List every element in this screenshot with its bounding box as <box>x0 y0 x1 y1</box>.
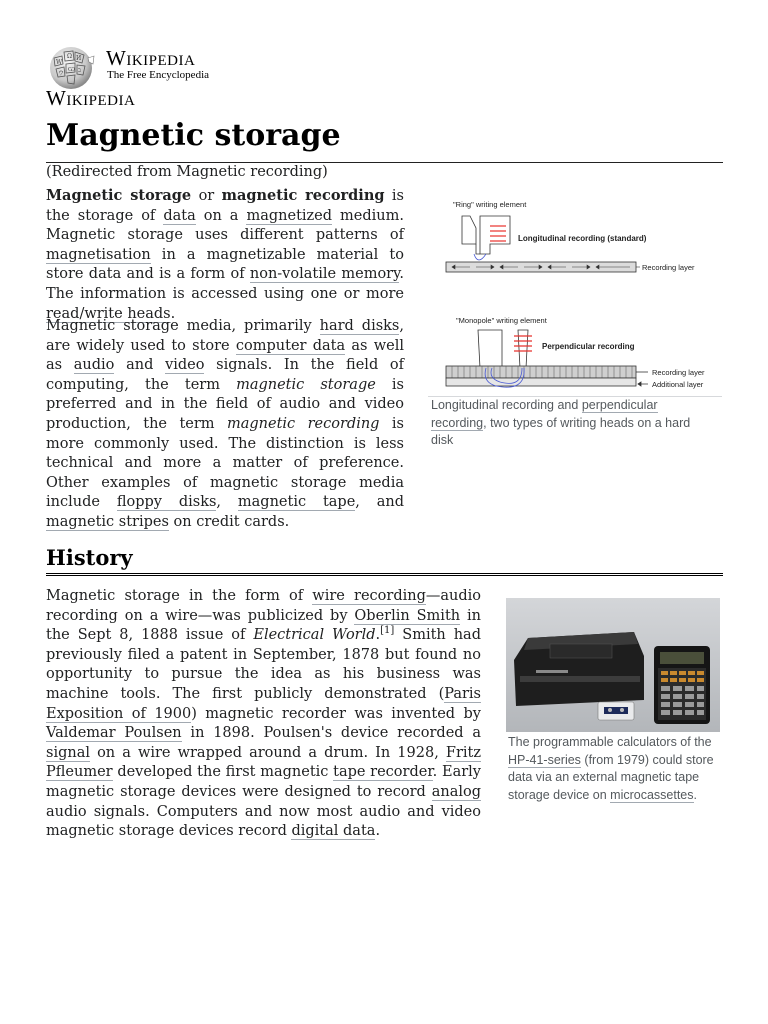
recording-heads-diagram[interactable] <box>440 196 722 396</box>
caption-text-run: The programmable calculators of the <box>508 735 712 749</box>
link-magnetized[interactable]: magnetized <box>246 207 333 224</box>
ring-writing-element-label: "Ring" writing element <box>453 200 527 209</box>
link-valdemar-poulsen[interactable]: Valdemar Poulsen <box>46 725 182 742</box>
text-run: . The information is accessed using one or more <box>46 266 404 302</box>
caption-text-run: . <box>693 787 697 802</box>
text-run: in 1898. Poulsen's device recorded a <box>181 725 481 742</box>
logo-tagline: The Free Encyclopedia <box>107 69 210 81</box>
italic-term: magnetic storage <box>236 376 376 393</box>
link-tape-recorder[interactable]: tape recorder <box>333 764 433 781</box>
site-wordmark[interactable] <box>46 86 135 111</box>
svg-text:Ω: Ω <box>67 53 72 60</box>
text-run: , and <box>355 494 405 511</box>
svg-text:ב: ב <box>78 67 81 74</box>
link-digital-data[interactable]: digital data <box>291 823 376 840</box>
bold-term: magnetic recording <box>221 187 385 204</box>
cassette-drive-label-plate <box>536 670 568 673</box>
text-run: audio signals. Computers and now most audio and video magnetic storage devices record <box>46 803 481 840</box>
link-oberlin-smith[interactable]: Oberlin Smith <box>354 607 461 624</box>
text-run: is preferred and in the field of audio and video production, the term <box>46 376 404 432</box>
text-run: , are widely used to store <box>46 318 404 354</box>
link-read-write-heads[interactable]: read/write heads <box>46 305 171 322</box>
link-wire-recording[interactable]: wire recording <box>312 588 426 604</box>
link-magnetisation[interactable]: magnetisation <box>46 246 151 263</box>
caption-text-run: Longitudinal recording and <box>431 398 582 412</box>
logo-wordmark-text: Wikipedia <box>106 46 196 70</box>
microcassette-window <box>604 707 628 714</box>
logo-wordmark[interactable] <box>106 46 195 71</box>
intro-paragraph-1 <box>46 186 404 324</box>
svg-text:W: W <box>56 59 63 66</box>
text-run: on a wire wrapped around a drum. In 1928, <box>89 744 446 761</box>
longitudinal-recording-label: Longitudinal recording (standard) <box>518 234 647 243</box>
bold-term: Magnetic storage <box>46 187 192 204</box>
svg-text:ウ: ウ <box>58 70 65 77</box>
link-signal[interactable]: signal <box>46 744 90 761</box>
link-magnetic-tape[interactable]: magnetic tape <box>237 494 356 511</box>
ring-field-lines <box>474 254 486 260</box>
perpendicular-recording-label: Perpendicular recording <box>542 342 635 351</box>
recording-layer-label-2: Recording layer <box>652 368 705 377</box>
citation-link[interactable]: [1] <box>380 625 395 637</box>
text-run: is the storage of <box>46 188 404 224</box>
text-run: in the Sept 8, 1888 issue of <box>46 607 481 644</box>
additional-layer-arrow <box>638 382 648 386</box>
text-run: or <box>191 188 222 204</box>
link-fritz-pfleumer[interactable]: Fritz Pfleumer <box>46 744 481 781</box>
citation-ref-1[interactable] <box>380 625 394 636</box>
wikipedia-globe-logo[interactable] <box>44 44 98 90</box>
text-run: as well as <box>46 337 404 374</box>
text-run: . <box>170 305 176 322</box>
hp41-display <box>660 652 704 664</box>
text-run: . <box>375 823 381 840</box>
figure2-caption <box>508 734 720 804</box>
svg-text:Ѡ: Ѡ <box>68 66 76 73</box>
figure1-caption <box>431 397 711 450</box>
link-video[interactable]: video <box>165 357 205 374</box>
text-run: in a magnetizable material to store data and is a form of <box>46 246 404 283</box>
text-run: medium. Magnetic storage uses different patterns of <box>46 207 405 244</box>
hp41-cassette-photo[interactable] <box>506 598 720 732</box>
text-run: Magnetic storage media, primarily <box>46 318 320 334</box>
italic-term: magnetic recording <box>227 415 380 432</box>
section-heading-history: History <box>46 545 133 570</box>
monopole-writing-element-label: "Monopole" writing element <box>456 316 547 325</box>
svg-text:И: И <box>76 55 82 62</box>
text-run: is more commonly used. The distinction is less technical and more a matter of preference. Other examples of magnetic storage media include <box>46 415 404 511</box>
cassette-drive-lid <box>550 644 612 658</box>
caption-text-run: , two types of writing heads on a hard disk <box>431 415 691 447</box>
link-floppy-disks[interactable]: floppy disks <box>116 494 217 511</box>
ring-head-gap <box>476 244 480 254</box>
microcassette-reel-right <box>620 708 624 712</box>
text-run: signals. In the field of computing, the term <box>46 357 405 393</box>
page-title: Magnetic storage <box>46 118 341 153</box>
perpendicular-recording-layer <box>446 366 636 378</box>
link-hp-41-series[interactable]: HP-41-series <box>508 752 581 767</box>
text-run: —audio recording on a wire—was publicized by <box>46 588 481 624</box>
text-run: ) magnetic recorder was invented by <box>191 705 481 722</box>
link-paris-exposition-1900[interactable]: Paris Exposition of 1900 <box>46 685 481 722</box>
italic-publication: Electrical World <box>253 627 376 644</box>
text-run: on credit cards. <box>168 513 290 530</box>
microcassette-reel-left <box>608 708 612 712</box>
recording-layer-label-1: Recording layer <box>642 263 695 272</box>
ring-head-right <box>480 216 510 254</box>
text-run: Magnetic storage in the form of <box>46 588 313 604</box>
link-non-volatile-memory[interactable]: non-volatile memory <box>249 266 400 283</box>
link-computer-data[interactable]: computer data <box>235 337 346 354</box>
title-divider <box>46 162 723 163</box>
link-analog[interactable]: analog <box>431 783 481 800</box>
link-microcassettes[interactable]: microcassettes <box>610 787 694 802</box>
intro-paragraph-2 <box>46 317 404 533</box>
link-data[interactable]: data <box>163 207 196 224</box>
link-audio[interactable]: audio <box>73 357 115 374</box>
text-run: Smith had previously filed a patent in September, 1878 but found no opportunity to pursue the idea as his business was machine tools. The first publicly demonstrated ( <box>46 627 481 702</box>
text-run: . Early magnetic storage devices were designed to record <box>46 764 481 800</box>
section-divider <box>46 573 723 576</box>
additional-soft-layer <box>446 378 636 386</box>
cassette-drive-front-strip <box>520 676 640 682</box>
link-hard-disks[interactable]: hard disks <box>319 318 400 334</box>
site-wordmark-text: Wikipedia <box>46 86 136 110</box>
text-run: , <box>216 494 238 511</box>
text-run: developed the first magnetic <box>112 764 334 781</box>
caption-text-run: (from 1979) could store data via an external magnetic tape storage device on <box>508 752 714 802</box>
additional-layer-label: Additional layer <box>652 380 704 389</box>
ring-head-left <box>462 216 476 244</box>
monopole-return-pole <box>478 330 502 368</box>
text-run: on a <box>195 207 247 224</box>
text-run: and <box>114 357 166 374</box>
text-run: . <box>375 627 381 644</box>
link-perpendicular-recording[interactable]: perpendicular recording <box>431 398 658 430</box>
redirect-note: (Redirected from Magnetic recording) <box>46 164 328 180</box>
history-paragraph <box>46 587 481 842</box>
link-magnetic-stripes[interactable]: magnetic stripes <box>46 513 169 530</box>
